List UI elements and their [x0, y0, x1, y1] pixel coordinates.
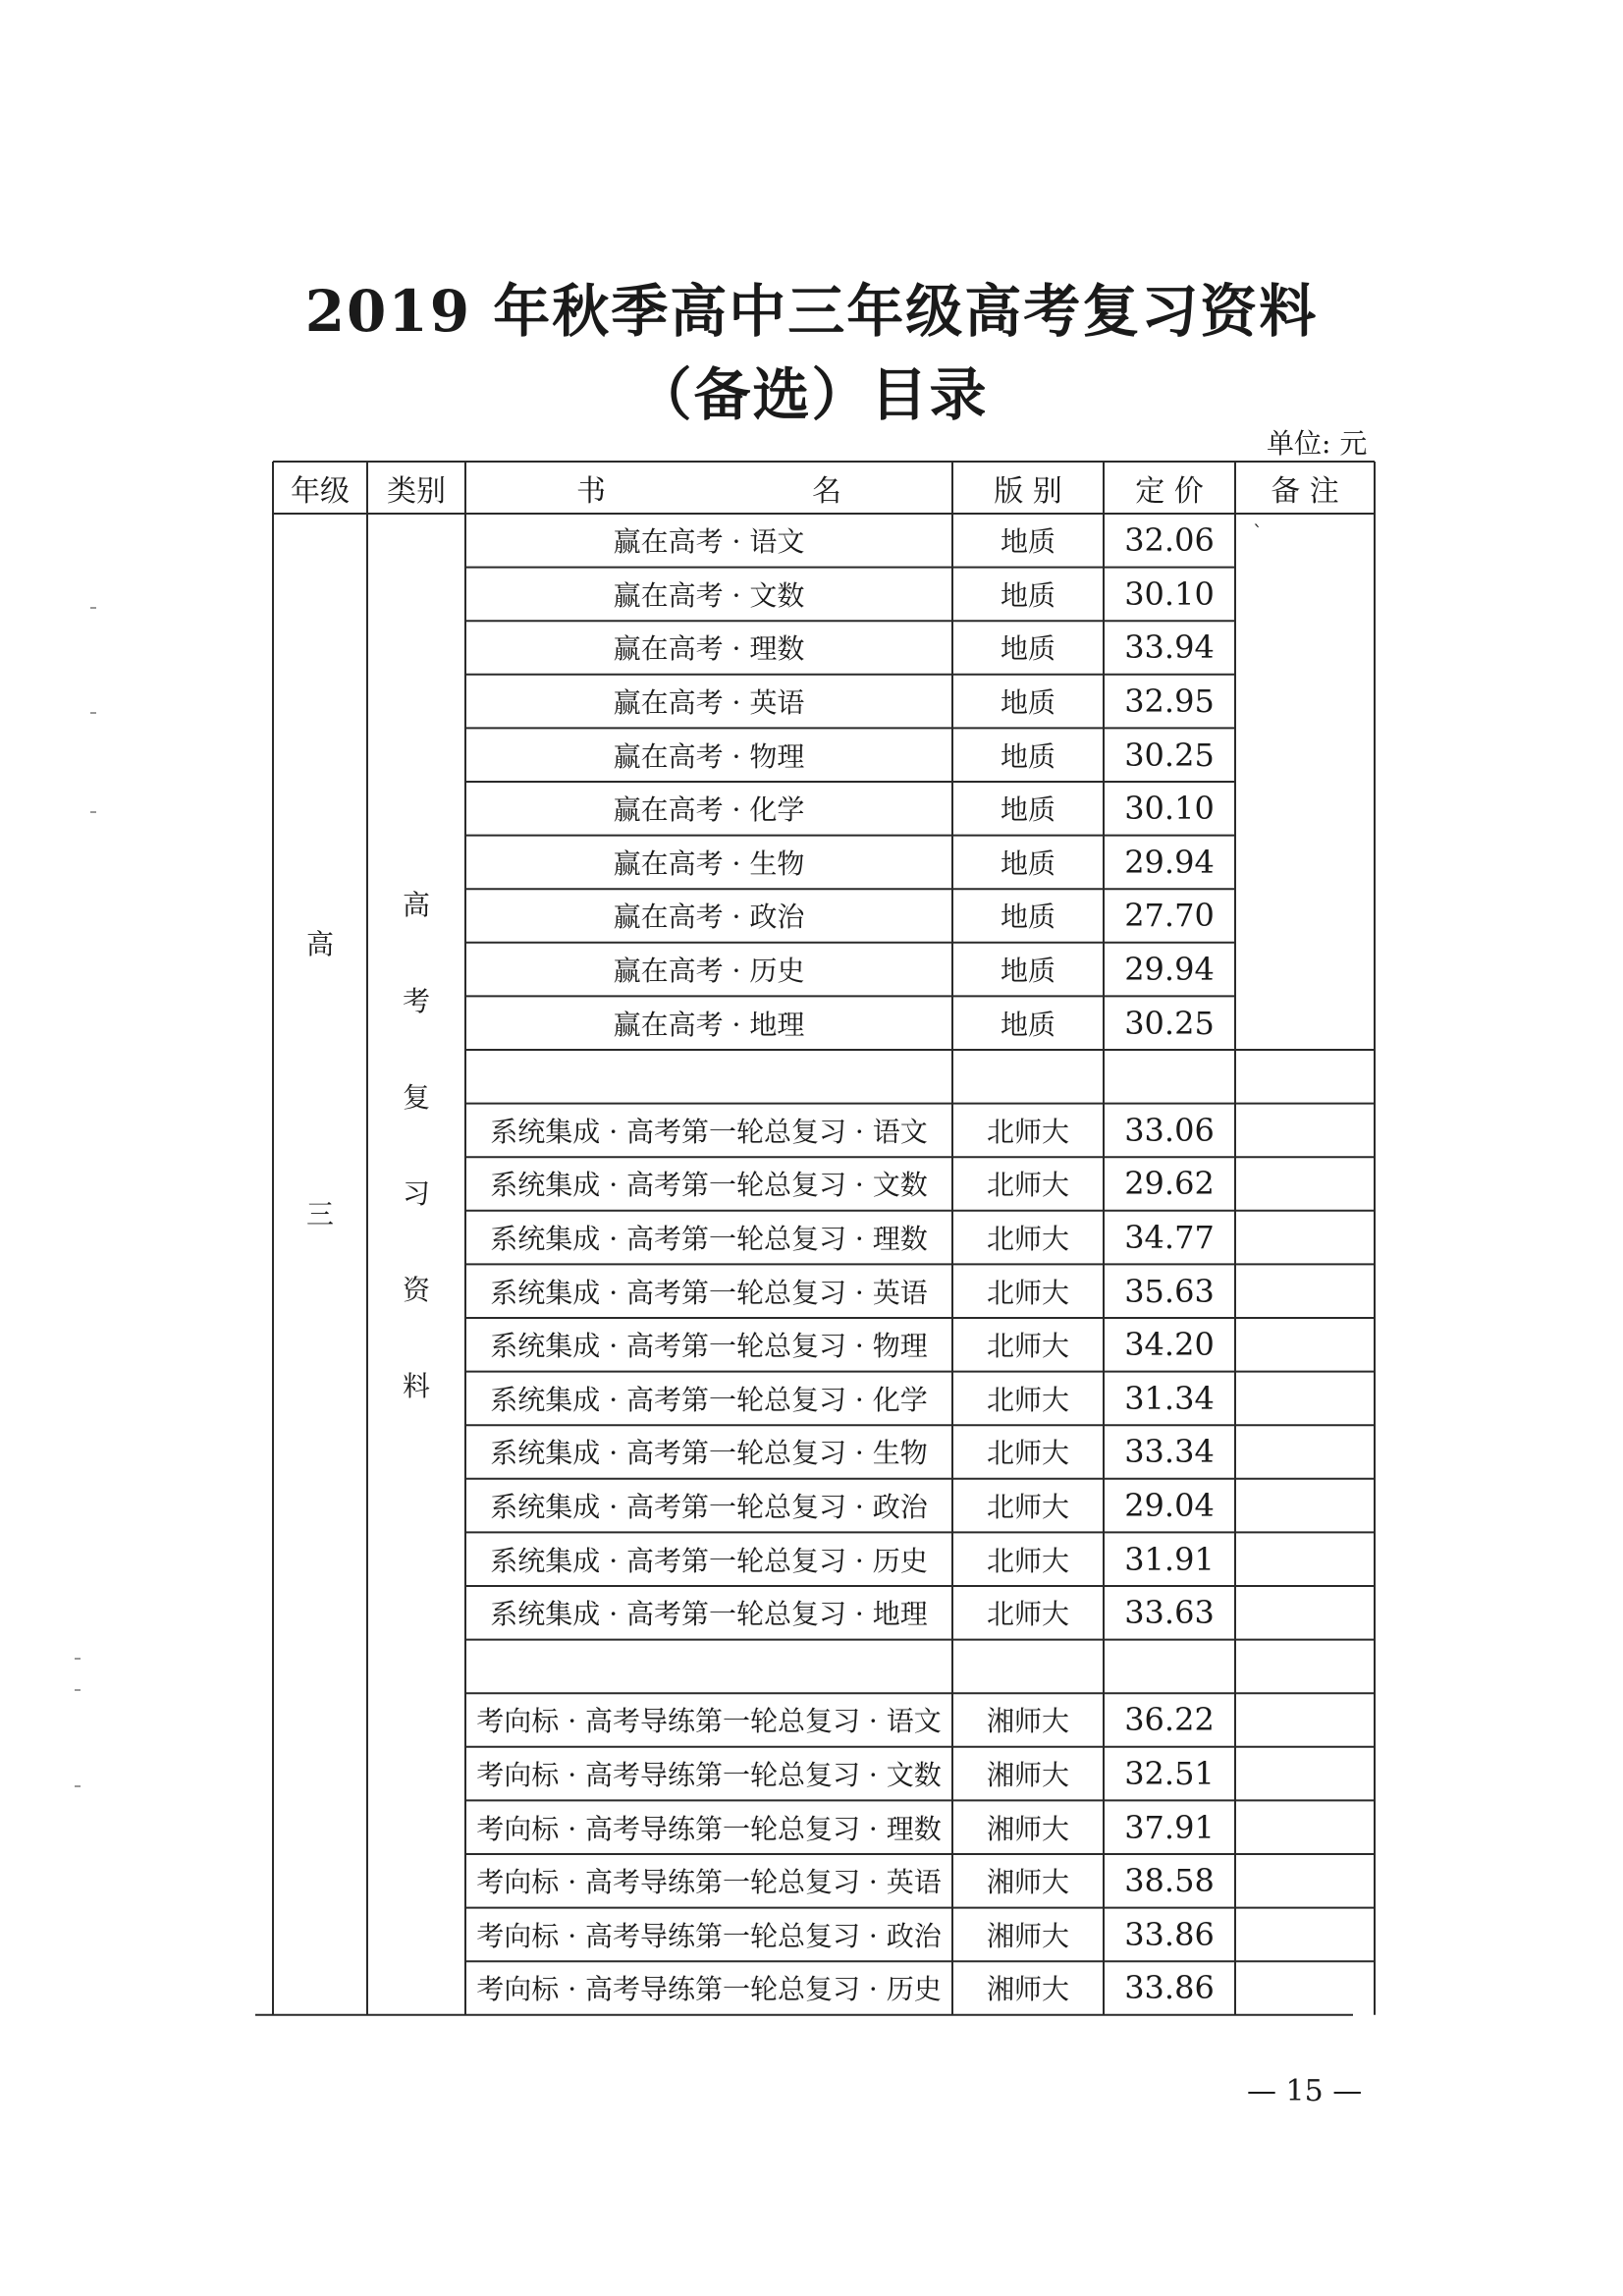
book-name-cell: 赢在高考 · 历史 — [613, 955, 805, 988]
price-cell: 33.86 — [1124, 1915, 1215, 1953]
edition-cell: 湘师大 — [986, 1705, 1069, 1738]
price-cell: 32.95 — [1124, 683, 1215, 721]
edition-cell: 北师大 — [986, 1115, 1069, 1148]
grade-cell — [273, 923, 367, 1232]
book-name-cell — [465, 1640, 952, 1694]
edition-cell: 北师大 — [986, 1437, 1069, 1470]
edition-cell: 地质 — [1000, 632, 1055, 666]
price-cell: 29.94 — [1124, 843, 1215, 881]
book-name-cell: 系统集成 · 高考第一轮总复习 · 理数 — [490, 1223, 928, 1256]
book-name-cell: 系统集成 · 高考第一轮总复习 · 文数 — [490, 1169, 928, 1202]
price-cell: 34.77 — [1124, 1219, 1215, 1257]
price-cell: 30.10 — [1124, 790, 1215, 828]
price-cell: 29.62 — [1124, 1165, 1215, 1203]
price-cell: 33.34 — [1124, 1433, 1215, 1471]
edition-cell: 湘师大 — [986, 1759, 1069, 1792]
book-name-cell: 赢在高考 · 化学 — [613, 793, 805, 827]
category-char: 复 — [402, 1081, 430, 1114]
price-cell: 29.04 — [1124, 1487, 1215, 1525]
category-char: 习 — [402, 1177, 430, 1210]
book-name-cell: 考向标 · 高考导练第一轮总复习 · 历史 — [476, 1973, 942, 2006]
book-name-cell: 考向标 · 高考导练第一轮总复习 · 文数 — [476, 1759, 942, 1792]
edition-cell: 湘师大 — [986, 1812, 1069, 1845]
price-cell: 30.25 — [1124, 736, 1215, 774]
unit-label: 单位: 元 — [1267, 427, 1368, 460]
book-name-cell: 赢在高考 · 政治 — [613, 901, 805, 934]
edition-cell: 地质 — [1000, 901, 1055, 934]
edition-cell: 地质 — [1000, 686, 1055, 720]
header-category: 类别 — [387, 473, 446, 509]
edition-cell: 湘师大 — [986, 1866, 1069, 1899]
price-cell: 33.63 — [1124, 1594, 1215, 1632]
book-name-cell: 系统集成 · 高考第一轮总复习 · 英语 — [490, 1276, 928, 1309]
header-grade: 年级 — [291, 473, 350, 509]
book-name-cell: 赢在高考 · 地理 — [613, 1008, 805, 1041]
price-cell: 31.34 — [1124, 1379, 1215, 1417]
book-name-cell — [465, 1050, 952, 1104]
header-edition: 版 别 — [994, 473, 1062, 509]
header-book-name: 书 名 — [576, 473, 841, 509]
book-name-cell: 考向标 · 高考导练第一轮总复习 · 理数 — [476, 1812, 942, 1845]
price-cell: 34.20 — [1124, 1326, 1215, 1364]
edition-cell: 北师大 — [986, 1276, 1069, 1309]
edition-cell: 地质 — [1000, 578, 1055, 612]
book-name-cell: 考向标 · 高考导练第一轮总复习 · 政治 — [476, 1919, 942, 1952]
price-cell: 33.06 — [1124, 1111, 1215, 1149]
edition-cell: 北师大 — [986, 1383, 1069, 1416]
document-subtitle: （备选）目录 — [634, 361, 989, 428]
category-char: 资 — [402, 1274, 430, 1306]
edition-cell: 湘师大 — [986, 1919, 1069, 1952]
book-name-cell: 赢在高考 · 物理 — [613, 739, 805, 773]
edition-cell: 地质 — [1000, 739, 1055, 773]
price-cell — [1104, 1050, 1235, 1104]
book-name-cell: 考向标 · 高考导练第一轮总复习 · 英语 — [476, 1866, 942, 1899]
grade-char: 高 — [305, 928, 334, 960]
edition-cell — [952, 1640, 1104, 1694]
edition-cell: 北师大 — [986, 1223, 1069, 1256]
book-name-cell: 赢在高考 · 文数 — [613, 578, 805, 612]
edition-cell: 湘师大 — [986, 1973, 1069, 2006]
header-remarks: 备 注 — [1271, 473, 1339, 509]
book-name-cell: 系统集成 · 高考第一轮总复习 · 化学 — [490, 1383, 928, 1416]
price-cell: 33.94 — [1124, 629, 1215, 667]
price-cell: 30.10 — [1124, 574, 1215, 613]
price-cell: 36.22 — [1124, 1701, 1215, 1739]
edition-cell: 地质 — [1000, 847, 1055, 880]
header-price: 定 价 — [1135, 473, 1204, 509]
price-cell: 30.25 — [1124, 1004, 1215, 1042]
edition-cell: 地质 — [1000, 1008, 1055, 1041]
price-cell — [1104, 1640, 1235, 1694]
edition-cell: 地质 — [1000, 793, 1055, 827]
page-number: — 15 — — [1247, 2074, 1363, 2108]
edition-cell — [952, 1050, 1104, 1104]
category-char: 考 — [402, 985, 430, 1017]
book-name-cell: 赢在高考 · 英语 — [613, 686, 805, 720]
category-char: 高 — [402, 889, 430, 921]
document-title: 2019 年秋季高中三年级高考复习资料 — [304, 278, 1319, 345]
book-name-cell: 赢在高考 · 语文 — [613, 525, 805, 559]
edition-cell: 北师大 — [986, 1544, 1069, 1577]
price-cell: 29.94 — [1124, 951, 1215, 989]
book-name-cell: 系统集成 · 高考第一轮总复习 · 政治 — [490, 1491, 928, 1524]
book-name-cell: 赢在高考 · 生物 — [613, 847, 805, 880]
edition-cell: 北师大 — [986, 1598, 1069, 1631]
edition-cell: 北师大 — [986, 1491, 1069, 1524]
price-cell: 27.70 — [1124, 897, 1215, 935]
grade-char: 三 — [305, 1198, 334, 1230]
category-cell — [367, 884, 465, 1404]
price-cell: 35.63 — [1124, 1272, 1215, 1310]
edition-cell: 北师大 — [986, 1330, 1069, 1363]
price-cell: 32.06 — [1124, 521, 1215, 560]
book-name-cell: 系统集成 · 高考第一轮总复习 · 历史 — [490, 1544, 928, 1577]
book-name-cell: 赢在高考 · 理数 — [613, 632, 805, 666]
book-name-cell: 系统集成 · 高考第一轮总复习 · 生物 — [490, 1437, 928, 1470]
edition-cell: 地质 — [1000, 955, 1055, 988]
price-cell: 31.91 — [1124, 1540, 1215, 1578]
book-name-cell: 系统集成 · 高考第一轮总复习 · 语文 — [490, 1115, 928, 1148]
price-cell: 37.91 — [1124, 1808, 1215, 1846]
category-char: 料 — [402, 1370, 430, 1402]
price-cell: 32.51 — [1124, 1755, 1215, 1793]
book-name-cell: 考向标 · 高考导练第一轮总复习 · 语文 — [476, 1705, 942, 1738]
price-cell: 33.86 — [1124, 1969, 1215, 2007]
scan-mark: ˋ — [1253, 520, 1263, 544]
edition-cell: 北师大 — [986, 1169, 1069, 1202]
price-cell: 38.58 — [1124, 1862, 1215, 1900]
edition-cell: 地质 — [1000, 525, 1055, 559]
book-name-cell: 系统集成 · 高考第一轮总复习 · 地理 — [490, 1598, 928, 1631]
book-name-cell: 系统集成 · 高考第一轮总复习 · 物理 — [490, 1330, 928, 1363]
